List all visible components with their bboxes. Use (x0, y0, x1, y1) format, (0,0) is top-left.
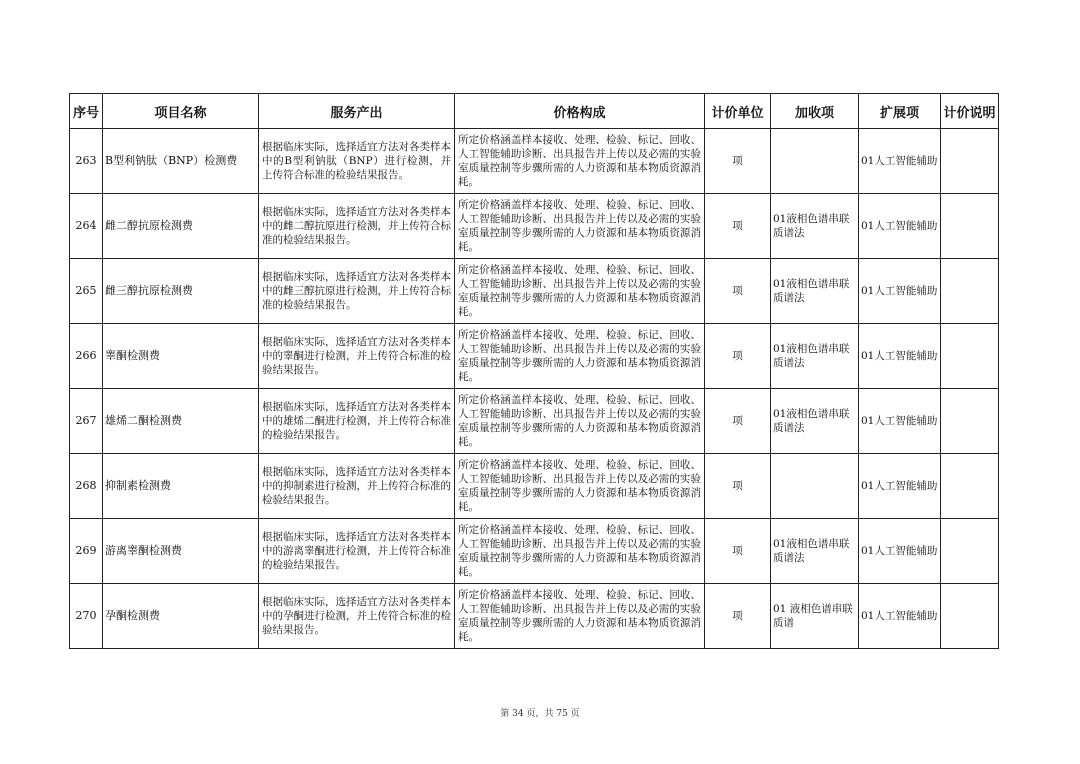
cell-add: 01 液相色谱串联质谱 (771, 584, 859, 649)
table-row (70, 259, 999, 324)
table-row (70, 519, 999, 584)
cell-output: 根据临床实际，选择适宜方法对各类样本中的睾酮进行检测，并上传符合标准的检验结果报告。 (259, 324, 455, 389)
cell-no: 268 (70, 454, 103, 519)
cell-name: 孕酮检测费 (103, 584, 259, 649)
cell-note (941, 129, 999, 194)
cell-unit: 项 (705, 129, 771, 194)
cell-no: 266 (70, 324, 103, 389)
cell-note (941, 259, 999, 324)
header-add: 加收项 (771, 94, 859, 129)
cell-name: 雄烯二酮检测费 (103, 389, 259, 454)
cell-add: 01液相色谱串联质谱法 (771, 194, 859, 259)
cell-name: 雌二醇抗原检测费 (103, 194, 259, 259)
header-ext: 扩展项 (859, 94, 941, 129)
table-row (70, 454, 999, 519)
cell-add: 01液相色谱串联质谱法 (771, 324, 859, 389)
cell-output: 根据临床实际，选择适宜方法对各类样本中的B型利钠肽（BNP）进行检测，并上传符合标准的检验结果报告。 (259, 129, 455, 194)
price-table (69, 93, 999, 649)
cell-add: 01液相色谱串联质谱法 (771, 259, 859, 324)
cell-no: 270 (70, 584, 103, 649)
cell-ext: 01人工智能辅助 (859, 454, 941, 519)
cell-no: 267 (70, 389, 103, 454)
header-name: 项目名称 (103, 94, 259, 129)
cell-ext: 01人工智能辅助 (859, 324, 941, 389)
cell-note (941, 194, 999, 259)
cell-name: 抑制素检测费 (103, 454, 259, 519)
cell-add (771, 454, 859, 519)
cell-unit: 项 (705, 519, 771, 584)
cell-name: 睾酮检测费 (103, 324, 259, 389)
cell-output: 根据临床实际，选择适宜方法对各类样本中的抑制素进行检测，并上传符合标准的检验结果报告。 (259, 454, 455, 519)
header-no: 序号 (70, 94, 103, 129)
cell-ext: 01人工智能辅助 (859, 194, 941, 259)
cell-add: 01液相色谱串联质谱法 (771, 389, 859, 454)
cell-no: 263 (70, 129, 103, 194)
cell-unit: 项 (705, 259, 771, 324)
header-note: 计价说明 (941, 94, 999, 129)
cell-unit: 项 (705, 584, 771, 649)
cell-note (941, 584, 999, 649)
cell-price: 所定价格涵盖样本接收、处理、检验、标记、回收、人工智能辅助诊断、出具报告并上传以及必需的实验室质量控制等步骤所需的人力资源和基本物质资源消耗。 (455, 194, 705, 259)
cell-unit: 项 (705, 194, 771, 259)
cell-output: 根据临床实际，选择适宜方法对各类样本中的雌二醇抗原进行检测，并上传符合标准的检验结果报告。 (259, 194, 455, 259)
cell-price: 所定价格涵盖样本接收、处理、检验、标记、回收、人工智能辅助诊断、出具报告并上传以及必需的实验室质量控制等步骤所需的人力资源和基本物质资源消耗。 (455, 259, 705, 324)
cell-unit: 项 (705, 324, 771, 389)
cell-output: 根据临床实际，选择适宜方法对各类样本中的雌三醇抗原进行检测，并上传符合标准的检验结果报告。 (259, 259, 455, 324)
cell-ext: 01人工智能辅助 (859, 129, 941, 194)
cell-name: 游离睾酮检测费 (103, 519, 259, 584)
cell-ext: 01人工智能辅助 (859, 519, 941, 584)
cell-price: 所定价格涵盖样本接收、处理、检验、标记、回收、人工智能辅助诊断、出具报告并上传以及必需的实验室质量控制等步骤所需的人力资源和基本物质资源消耗。 (455, 389, 705, 454)
cell-name: 雌三醇抗原检测费 (103, 259, 259, 324)
table-row (70, 129, 999, 194)
table-row (70, 324, 999, 389)
cell-add: 01液相色谱串联质谱法 (771, 519, 859, 584)
cell-output: 根据临床实际，选择适宜方法对各类样本中的雄烯二酮进行检测，并上传符合标准的检验结果报告。 (259, 389, 455, 454)
cell-price: 所定价格涵盖样本接收、处理、检验、标记、回收、人工智能辅助诊断、出具报告并上传以及必需的实验室质量控制等步骤所需的人力资源和基本物质资源消耗。 (455, 584, 705, 649)
cell-output: 根据临床实际，选择适宜方法对各类样本中的孕酮进行检测，并上传符合标准的检验结果报告。 (259, 584, 455, 649)
cell-ext: 01人工智能辅助 (859, 389, 941, 454)
header-output: 服务产出 (259, 94, 455, 129)
header-unit: 计价单位 (705, 94, 771, 129)
table-row (70, 194, 999, 259)
cell-price: 所定价格涵盖样本接收、处理、检验、标记、回收、人工智能辅助诊断、出具报告并上传以及必需的实验室质量控制等步骤所需的人力资源和基本物质资源消耗。 (455, 324, 705, 389)
cell-unit: 项 (705, 454, 771, 519)
page-number-footer: 第 34 页，共 75 页 (500, 709, 580, 719)
price-table-container (69, 93, 999, 649)
table-row (70, 584, 999, 649)
cell-unit: 项 (705, 389, 771, 454)
cell-price: 所定价格涵盖样本接收、处理、检验、标记、回收、人工智能辅助诊断、出具报告并上传以及必需的实验室质量控制等步骤所需的人力资源和基本物质资源消耗。 (455, 519, 705, 584)
cell-note (941, 324, 999, 389)
cell-price: 所定价格涵盖样本接收、处理、检验、标记、回收、人工智能辅助诊断、出具报告并上传以及必需的实验室质量控制等步骤所需的人力资源和基本物质资源消耗。 (455, 454, 705, 519)
cell-note (941, 454, 999, 519)
cell-output: 根据临床实际，选择适宜方法对各类样本中的游离睾酮进行检测，并上传符合标准的检验结果报告。 (259, 519, 455, 584)
cell-ext: 01人工智能辅助 (859, 259, 941, 324)
header-price: 价格构成 (455, 94, 705, 129)
cell-note (941, 519, 999, 584)
cell-price: 所定价格涵盖样本接收、处理、检验、标记、回收、人工智能辅助诊断、出具报告并上传以及必需的实验室质量控制等步骤所需的人力资源和基本物质资源消耗。 (455, 129, 705, 194)
table-header-row (70, 94, 999, 129)
cell-no: 269 (70, 519, 103, 584)
cell-note (941, 389, 999, 454)
cell-ext: 01人工智能辅助 (859, 584, 941, 649)
cell-no: 264 (70, 194, 103, 259)
table-row (70, 389, 999, 454)
cell-add (771, 129, 859, 194)
cell-name: B型利钠肽（BNP）检测费 (103, 129, 259, 194)
cell-no: 265 (70, 259, 103, 324)
